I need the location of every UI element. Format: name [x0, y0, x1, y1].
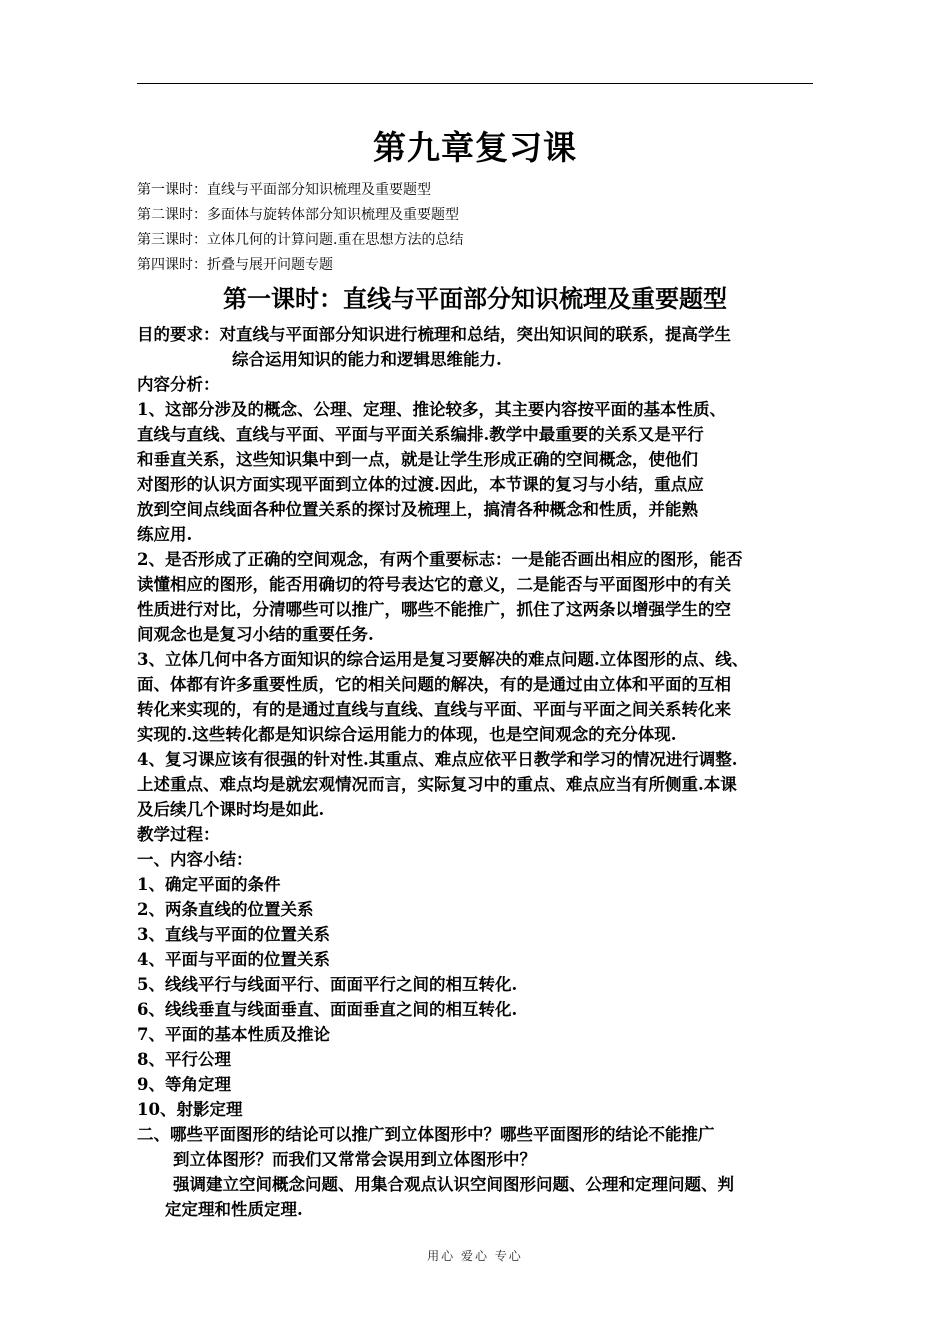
body-line: 2、两条直线的位置关系 — [137, 900, 314, 919]
body-line: 对图形的认识方面实现平面到立体的过渡.因此，本节课的复习与小结，重点应 — [137, 475, 704, 494]
header-rule — [137, 83, 813, 84]
body-line: 1、这部分涉及的概念、公理、定理、推论较多，其主要内容按平面的基本性质、 — [137, 400, 726, 419]
body-line: 10、射影定理 — [137, 1100, 243, 1119]
body-line: 定定理和性质定理. — [165, 1200, 303, 1219]
body-line: 实现的.这些转化都是知识综合运用能力的体现，也是空间观念的充分体现. — [137, 725, 677, 744]
body-line: 8、平行公理 — [137, 1050, 231, 1069]
body-line: 综合运用知识的能力和逻辑思维能力. — [232, 350, 502, 369]
body-line: 6、线线垂直与线面垂直、面面垂直之间的相互转化. — [137, 1000, 518, 1019]
body-line: 2、是否形成了正确的空间观念，有两个重要标志：一是能否画出相应的图形，能否 — [137, 550, 743, 569]
body-line: 1、确定平面的条件 — [137, 875, 281, 894]
page-title: 第九章复习课 — [373, 128, 577, 167]
body-line: 转化来实现的，有的是通过直线与直线、直线与平面、平面与平面之间关系转化来 — [137, 700, 731, 719]
body-line: 9、等角定理 — [137, 1075, 231, 1094]
page-footer: 用心 爱心 专心 — [427, 1249, 523, 1263]
body-line: 一、内容小结： — [137, 850, 253, 869]
body-line: 内容分析： — [137, 375, 220, 394]
body-line: 到立体图形？而我们又常常会误用到立体图形中？ — [173, 1150, 536, 1169]
body-line: 3、立体几何中各方面知识的综合运用是复习要解决的难点问题.立体图形的点、线、 — [137, 650, 749, 669]
body-line: 及后续几个课时均是如此. — [137, 800, 325, 819]
body-line: 上述重点、难点均是就宏观情况而言，实际复习中的重点、难点应当有所侧重.本课 — [137, 775, 737, 794]
body-line: 性质进行对比，分清哪些可以推广，哪些不能推广，抓住了这两条以增强学生的空 — [137, 600, 731, 619]
section-title: 第一课时：直线与平面部分知识梳理及重要题型 — [223, 284, 727, 313]
body-line: 教学过程： — [137, 825, 220, 844]
lesson-item: 第三课时：立体几何的计算问题.重在思想方法的总结 — [137, 232, 464, 248]
body-line: 和垂直关系，这些知识集中到一点，就是让学生形成正确的空间概念，使他们 — [137, 450, 698, 469]
lesson-list — [137, 178, 463, 278]
body-line: 5、线线平行与线面平行、面面平行之间的相互转化. — [137, 975, 518, 994]
body-line: 面、体都有许多重要性质，它的相关问题的解决，有的是通过由立体和平面的互相 — [137, 675, 731, 694]
body-line: 二、哪些平面图形的结论可以推广到立体图形中？哪些平面图形的结论不能推广 — [137, 1125, 715, 1144]
body-line: 直线与直线、直线与平面、平面与平面关系编排.教学中最重要的关系又是平行 — [137, 425, 704, 444]
body-line: 3、直线与平面的位置关系 — [137, 925, 330, 944]
body-line: 4、复习课应该有很强的针对性.其重点、难点应依平日教学和学习的情况进行调整. — [137, 750, 738, 769]
body-line: 4、平面与平面的位置关系 — [137, 950, 330, 969]
lesson-item: 第二课时：多面体与旋转体部分知识梳理及重要题型 — [137, 207, 459, 223]
body-line: 练应用. — [137, 525, 193, 544]
body-line: 7、平面的基本性质及推论 — [137, 1025, 330, 1044]
body-line: 强调建立空间概念问题、用集合观点认识空间图形问题、公理和定理问题、判 — [173, 1175, 734, 1194]
body-line: 放到空间点线面各种位置关系的探讨及梳理上，搞清各种概念和性质，并能熟 — [137, 500, 698, 519]
lesson-item: 第四课时：折叠与展开问题专题 — [137, 257, 333, 273]
body-text — [137, 322, 827, 1222]
body-line: 读懂相应的图形，能否用确切的符号表达它的意义，二是能否与平面图形中的有关 — [137, 575, 731, 594]
lesson-item: 第一课时：直线与平面部分知识梳理及重要题型 — [137, 182, 431, 198]
body-line: 目的要求：对直线与平面部分知识进行梳理和总结，突出知识间的联系，提高学生 — [137, 325, 731, 344]
body-line: 间观念也是复习小结的重要任务. — [137, 625, 374, 644]
